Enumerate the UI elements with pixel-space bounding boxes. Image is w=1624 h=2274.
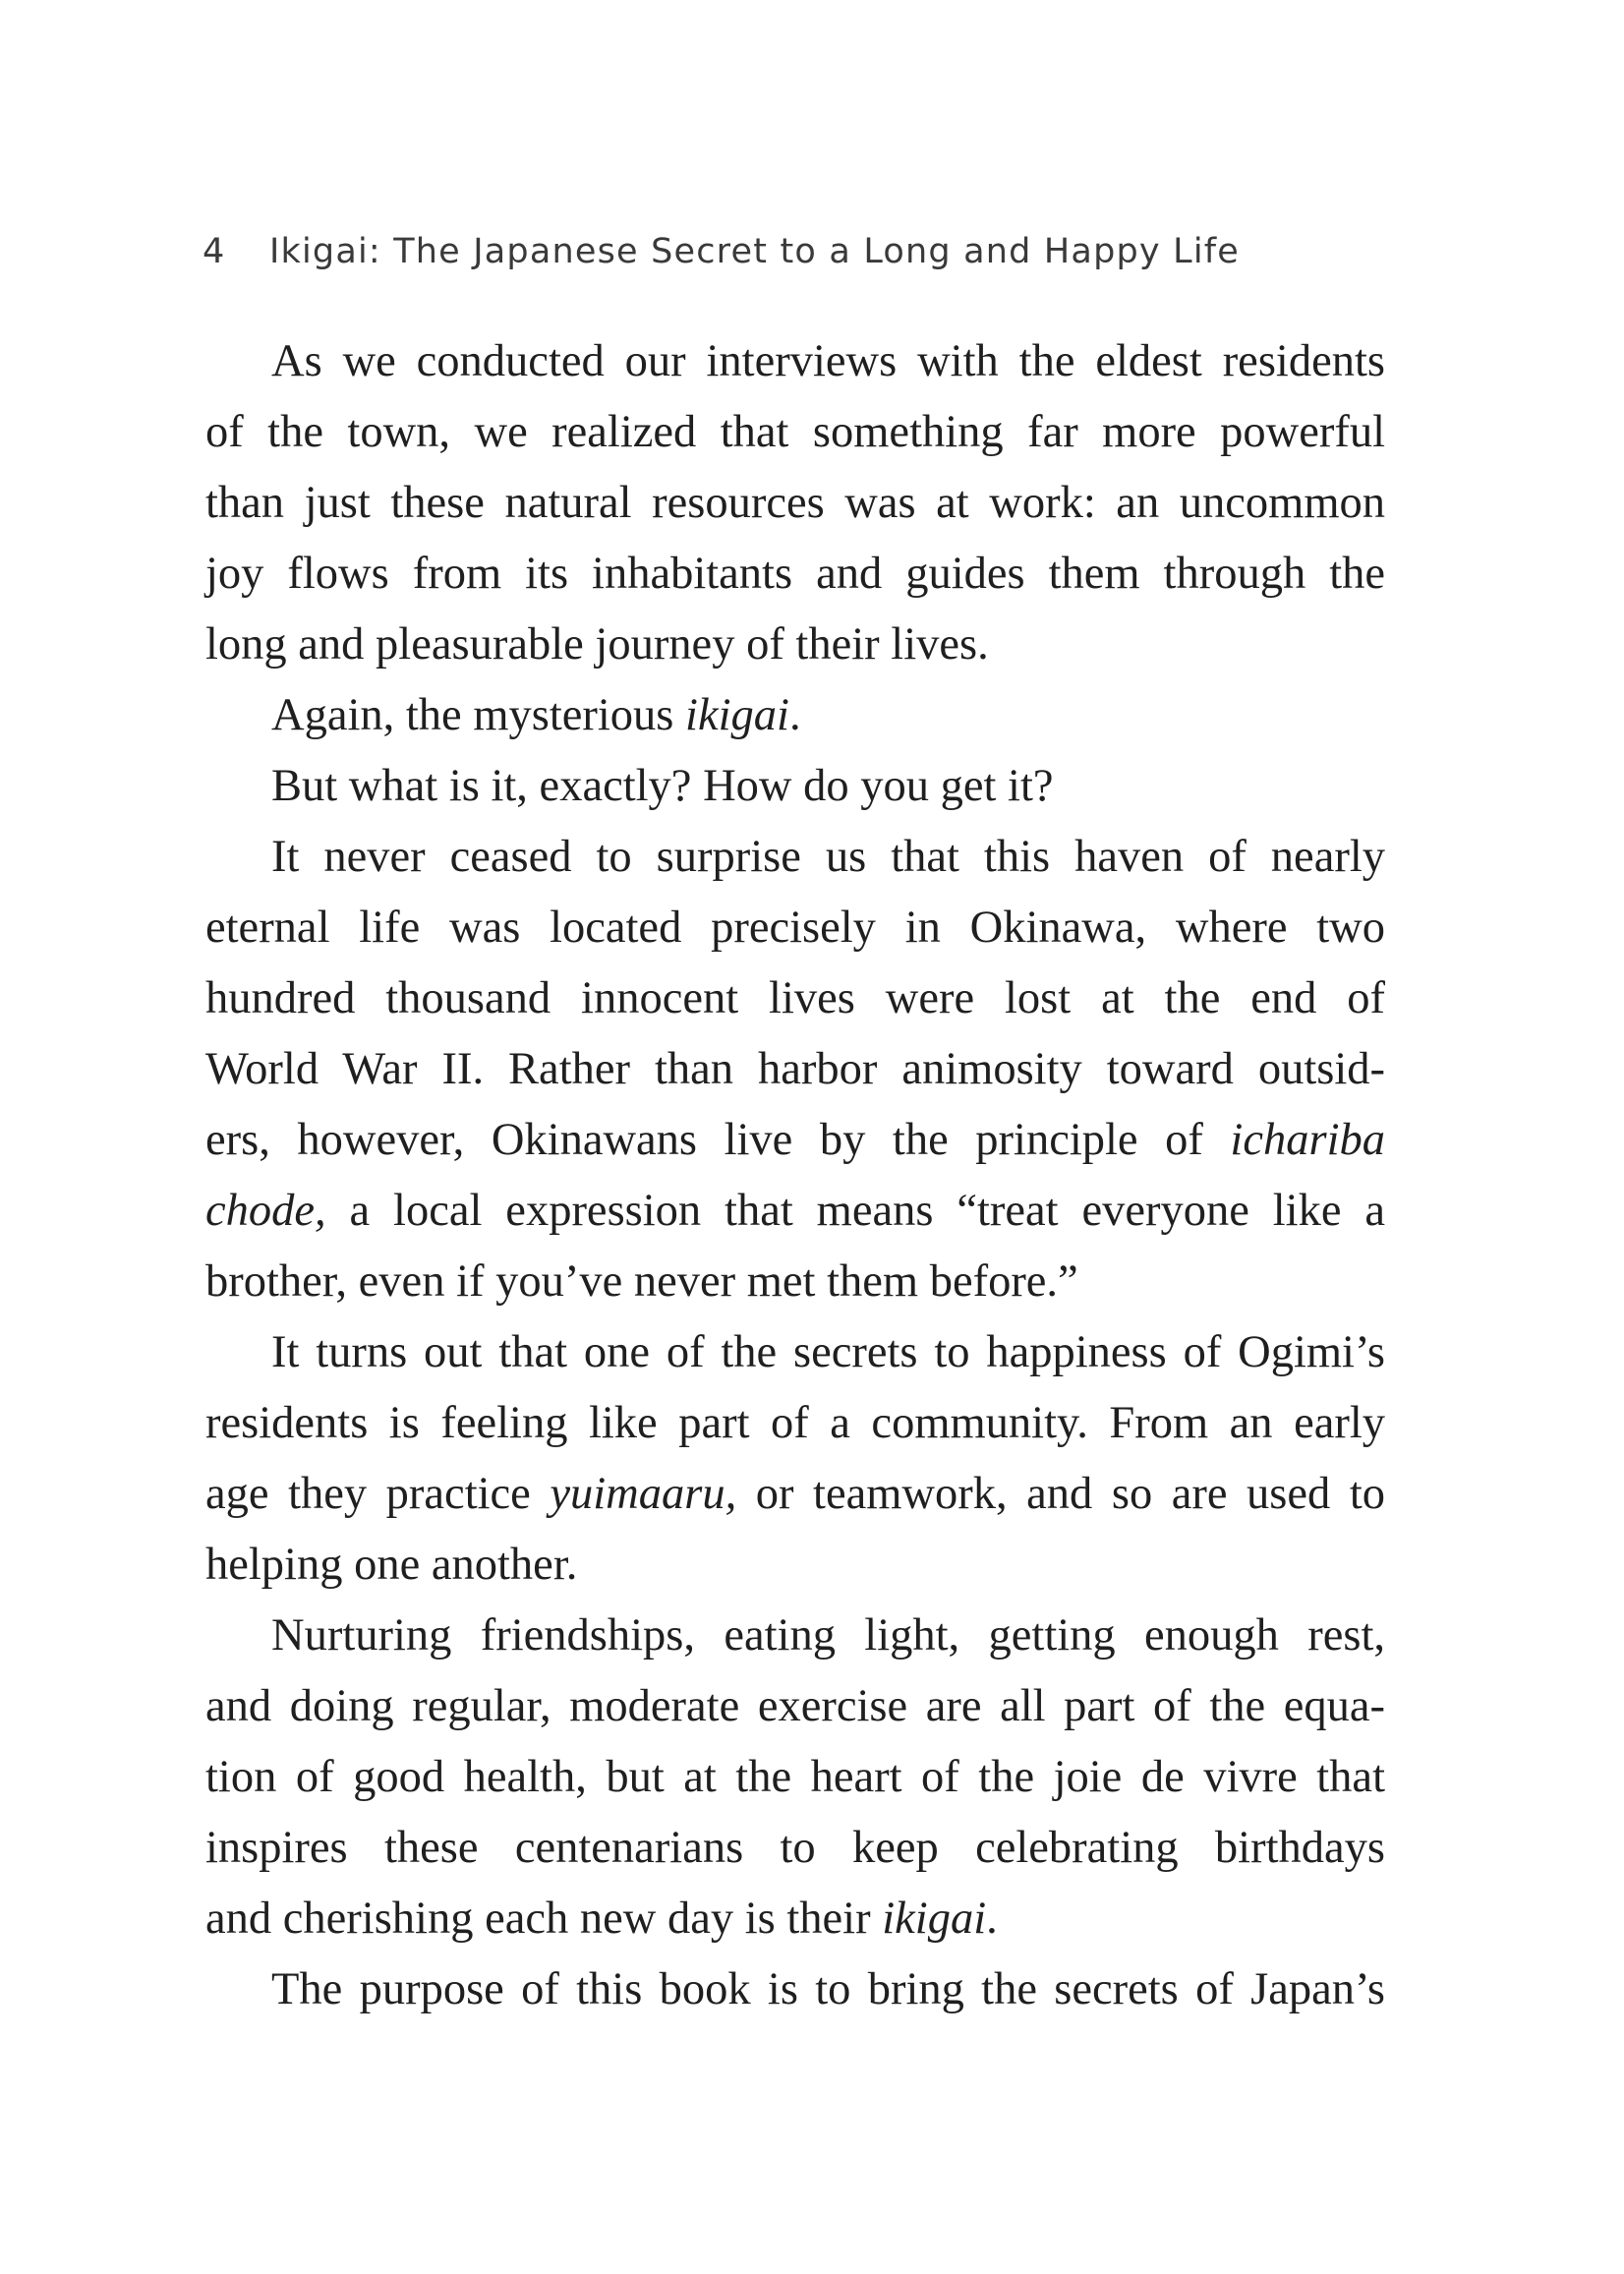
text-line xyxy=(205,610,1385,680)
text-line xyxy=(205,751,1385,822)
italic-term: yuimaaru, xyxy=(550,1469,737,1519)
text-run: But what is it, exactly? How do you get it? xyxy=(271,761,1054,811)
paragraph xyxy=(205,680,1385,751)
text-line xyxy=(205,468,1385,539)
text-run: age they practice xyxy=(205,1469,551,1519)
running-head xyxy=(203,232,1284,271)
text-run: Again, the mysterious xyxy=(271,690,686,740)
text-line xyxy=(205,1105,1385,1176)
text-line xyxy=(205,1884,1385,1954)
text-run: helping one another. xyxy=(205,1540,578,1590)
text-run: As we conducted our interviews with the eldest residents xyxy=(271,336,1385,386)
text-line xyxy=(205,1671,1385,1742)
italic-term: ikigai xyxy=(882,1894,987,1944)
text-run: tion of good health, but at the heart of the joie de vivre that xyxy=(205,1752,1385,1802)
text-line xyxy=(205,1034,1385,1105)
text-run: . xyxy=(788,690,801,740)
paragraph xyxy=(205,822,1385,1317)
book-title: Ikigai: The Japanese Secret to a Long and Happy Life xyxy=(269,232,1241,271)
text-line xyxy=(205,893,1385,963)
text-run: It never ceased to surprise us that this haven of nearly xyxy=(271,832,1385,882)
text-run: long and pleasurable journey of their lives. xyxy=(205,619,989,670)
text-run: . xyxy=(986,1894,998,1944)
italic-term: ikigai xyxy=(685,690,789,740)
paragraph xyxy=(205,1601,1385,1954)
text-line xyxy=(205,1742,1385,1813)
text-run: The purpose of this book is to bring the secrets of Japan’s xyxy=(271,1964,1385,2014)
italic-term: ichariba xyxy=(1230,1115,1385,1165)
text-line xyxy=(205,1954,1385,2025)
page-number: 4 xyxy=(203,232,226,271)
text-line xyxy=(205,963,1385,1034)
text-line xyxy=(205,1247,1385,1317)
text-run: a local expression that means “treat everyone like a xyxy=(325,1186,1385,1236)
text-line xyxy=(205,1601,1385,1671)
paragraph xyxy=(205,1317,1385,1601)
text-run: It turns out that one of the secrets to happiness of Ogimi’s xyxy=(271,1327,1385,1377)
text-line xyxy=(205,539,1385,610)
text-run: and cherishing each new day is their xyxy=(205,1894,883,1944)
paragraph xyxy=(205,326,1385,680)
text-line xyxy=(205,680,1385,751)
text-run: World War II. Rather than harbor animosity toward outsid- xyxy=(205,1044,1385,1094)
text-line xyxy=(205,1388,1385,1459)
text-run: joy flows from its inhabitants and guides them through the xyxy=(205,549,1385,599)
text-run: hundred thousand innocent lives were lost at the end of xyxy=(205,973,1385,1023)
paragraph xyxy=(205,1954,1385,2025)
text-run: ers, however, Okinawans live by the principle of xyxy=(205,1115,1231,1165)
text-line xyxy=(205,397,1385,468)
text-line xyxy=(205,1459,1385,1530)
text-run: brother, even if you’ve never met them before.” xyxy=(205,1256,1078,1307)
italic-term: chode, xyxy=(205,1186,326,1236)
paragraph xyxy=(205,751,1385,822)
text-line xyxy=(205,326,1385,397)
text-line xyxy=(205,1813,1385,1884)
text-run: and doing regular, moderate exercise are all part of the equa- xyxy=(205,1681,1385,1731)
text-line xyxy=(205,1176,1385,1247)
text-line xyxy=(205,1317,1385,1388)
text-run: Nurturing friendships, eating light, getting enough rest, xyxy=(271,1610,1385,1661)
text-run: or teamwork, and so are used to xyxy=(736,1469,1385,1519)
text-run: residents is feeling like part of a community. From an early xyxy=(205,1398,1385,1448)
text-run: inspires these centenarians to keep celebrating birthdays xyxy=(205,1823,1385,1873)
text-line xyxy=(205,1530,1385,1601)
text-run: eternal life was located precisely in Okinawa, where two xyxy=(205,903,1385,953)
text-line xyxy=(205,822,1385,893)
body-text xyxy=(205,326,1385,2025)
text-run: than just these natural resources was at work: an uncommon xyxy=(205,478,1385,528)
text-run: of the town, we realized that something far more powerful xyxy=(205,407,1385,457)
